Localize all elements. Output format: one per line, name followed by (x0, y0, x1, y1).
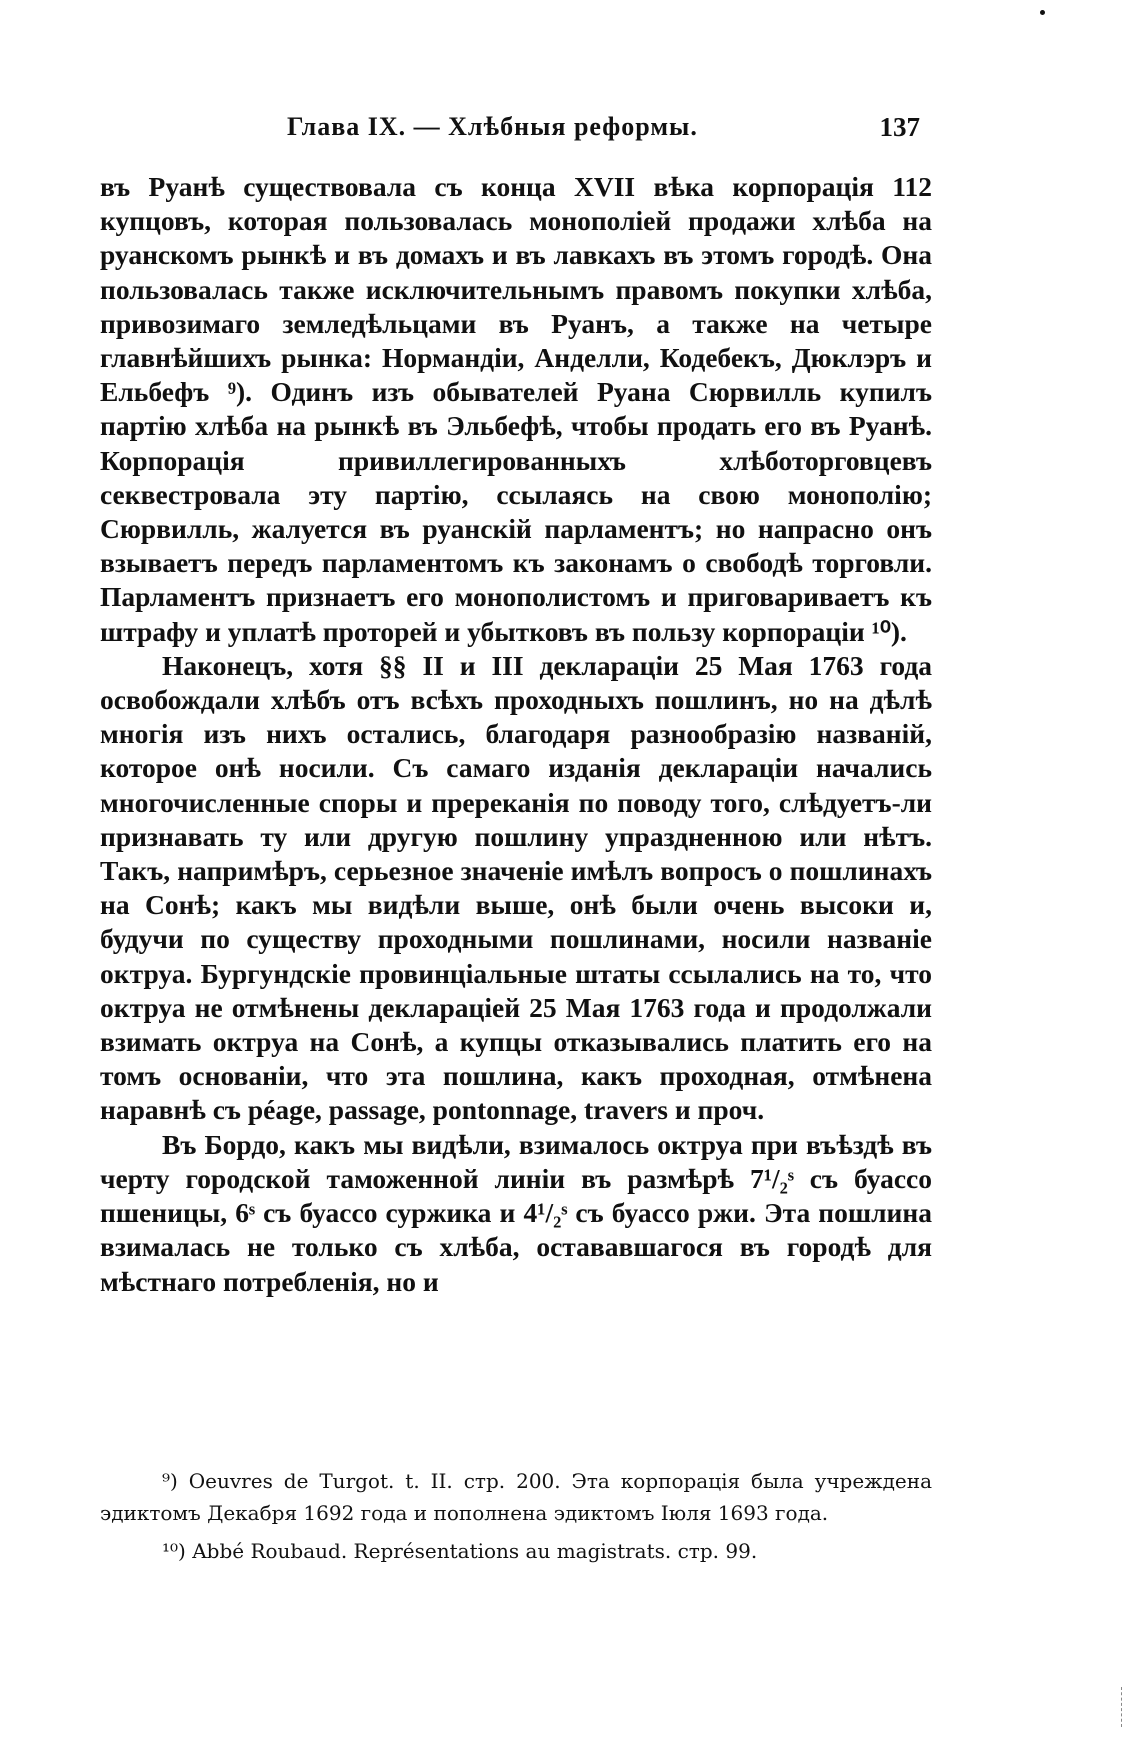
footnotes (100, 1465, 932, 1567)
scan-speck (1040, 10, 1045, 15)
paragraph: Наконецъ, хотя §§ II и III деклараціи 25 Мая 1763 года освобождали хлѣбъ отъ всѣхъ проходныхъ пошлинъ, но на дѣлѣ многія изъ нихъ остались, благодаря разнообразію названій, которое онѣ носили. Съ самаго изданія деклараціи начались многочисленные споры и пререканія по поводу того, слѣдуетъ-ли признавать ту или другую пошлину упраздненною или нѣтъ. Такъ, напримѣръ, серьезное значеніе имѣлъ вопросъ о пошлинахъ на Сонѣ; какъ мы видѣли выше, онѣ были очень высоки и, будучи по существу проходными пошлинами, носили названіе октруа. Бургундскіе провинціальные штаты ссылались на то, что октруа не отмѣнены деклараціей 25 Мая 1763 года и продолжали взимать октруа на Сонѣ, а купцы отказывались платить его на томъ основаніи, что эта пошлина, какъ проходная, отмѣнена наравнѣ съ péage, passage, pontonnage, travers и проч. (100, 649, 932, 1126)
chapter-title: Глава IX. — Хлѣбныя реформы. (287, 112, 698, 141)
paragraph: въ Руанѣ существовала съ конца XVII вѣка корпорація 112 купцовъ, которая пользовалась монополіей продажи хлѣба на руанскомъ рынкѣ и въ домахъ и въ лавкахъ въ этомъ городѣ. Она пользовалась также исключительнымъ правомъ покупки хлѣба, привозимаго земледѣльцами въ Руанъ, а также на четыре главнѣйшихъ рынка: Нормандіи, Анделли, Кодебекъ, Дюклэръ и Ельбефъ ⁹). Одинъ изъ обывателей Руана Сюрвилль купилъ партію хлѣба на рынкѣ въ Эльбефѣ, чтобы продать его въ Руанѣ. Корпорація привиллегированныхъ хлѣботорговцевъ секвестровала эту партію, ссылаясь на свою монополію; Сюрвилль, жалуется въ руанскій парламентъ; но напрасно онъ взываетъ передъ парламентомъ къ законамъ о свободѣ торговли. Парламентъ признаетъ его монополистомъ и приговариваетъ къ штрафу и уплатѣ проторей и убытковъ въ пользу корпораціи ¹⁰). (100, 171, 932, 647)
paragraph: Въ Бордо, какъ мы видѣли, взималось октруа при въѣздѣ въ черту городской таможенной линіи въ размѣрѣ 7¹/₂ˢ съ буассо пшеницы, 6ˢ съ буассо суржика и 4¹/₂ˢ съ буассо ржи. Эта пошлина взималась не только съ хлѣба, остававшагося въ городѣ для мѣстнаго потребленія, но и (100, 1128, 932, 1297)
main-text (100, 170, 932, 1299)
footnote: ¹⁰) Abbé Roubaud. Représentations au magistrats. стр. 99. (162, 1539, 758, 1563)
footnote: ⁹) Oeuvres de Turgot. t. II. стр. 200. Эта корпорація была учреждена эдиктомъ Декабря 1692 года и пополнена эдиктомъ Іюля 1693 года. (100, 1469, 932, 1525)
margin-mark (1107, 1687, 1122, 1727)
page-number: 137 (879, 112, 920, 142)
running-header (100, 112, 940, 152)
